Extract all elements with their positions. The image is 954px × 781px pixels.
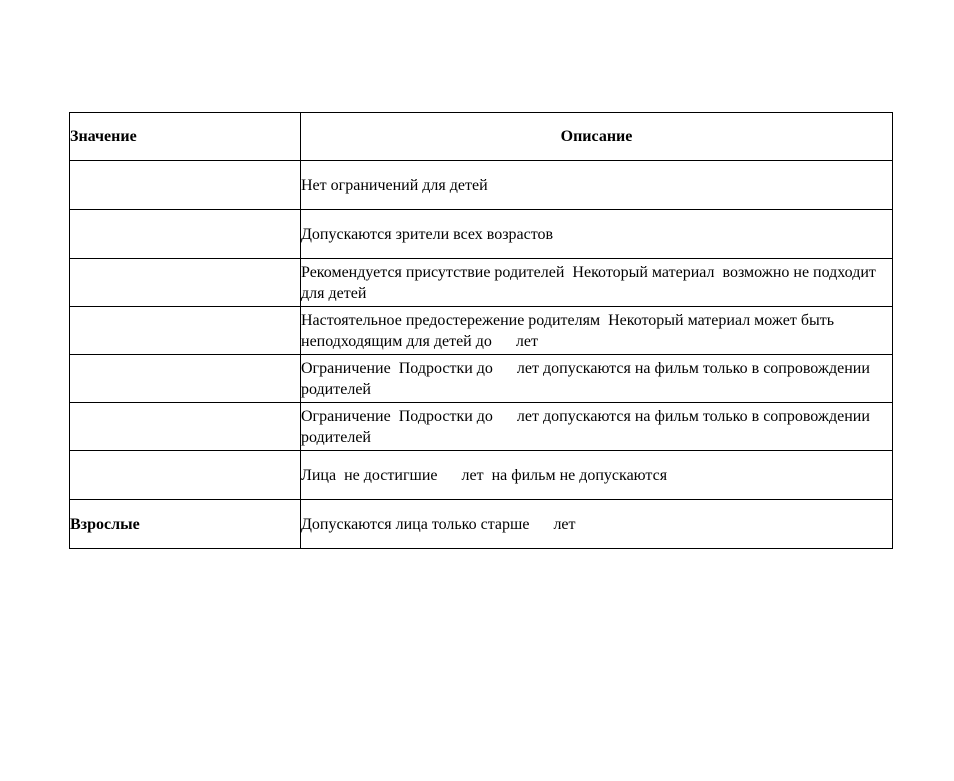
column-header-value: Значение (70, 113, 301, 161)
rating-description-cell: Допускаются зрители всех возрастов (301, 210, 893, 259)
table-row (70, 307, 893, 355)
rating-value-cell (70, 307, 301, 355)
rating-value-cell (70, 210, 301, 259)
rating-description-cell: Настоятельное предостережение родителям Некоторый материал может быть неподходящим для детей до лет (301, 307, 893, 355)
rating-description-cell: Нет ограничений для детей (301, 161, 893, 210)
rating-description-cell: Ограничение Подростки до лет допускаются на фильм только в сопровождении родителей (301, 355, 893, 403)
rating-description-cell: Ограничение Подростки до лет допускаются на фильм только в сопровождении родителей (301, 403, 893, 451)
rating-value-cell (70, 451, 301, 500)
table-row (70, 403, 893, 451)
rating-value-cell (70, 161, 301, 210)
rating-table (69, 112, 893, 549)
table-row (70, 355, 893, 403)
rating-description-cell: Допускаются лица только старше лет (301, 500, 893, 549)
table-header-row (70, 113, 893, 161)
table-row (70, 451, 893, 500)
rating-description-cell: Рекомендуется присутствие родителей Некоторый материал возможно не подходит для детей (301, 259, 893, 307)
column-header-description: Описание (301, 113, 893, 161)
rating-value-cell: Взрослые (70, 500, 301, 549)
table-row (70, 161, 893, 210)
rating-value-cell (70, 259, 301, 307)
table-row (70, 259, 893, 307)
table-row (70, 210, 893, 259)
rating-value-cell (70, 403, 301, 451)
rating-value-cell (70, 355, 301, 403)
table-row (70, 500, 893, 549)
rating-description-cell: Лица не достигшие лет на фильм не допускаются (301, 451, 893, 500)
